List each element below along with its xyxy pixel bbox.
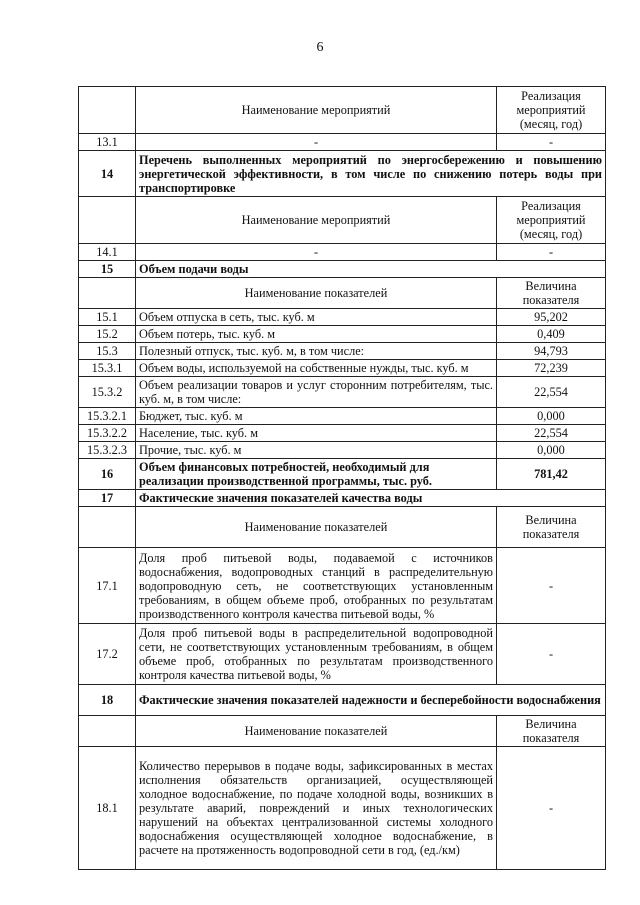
col-header-indicator-value: Величина показателя xyxy=(497,507,606,548)
row-text: - xyxy=(136,244,497,261)
table-row xyxy=(79,87,606,134)
table-row xyxy=(79,548,606,624)
col-header-event-name: Наименование мероприятий xyxy=(136,197,497,244)
row-value: 0,000 xyxy=(497,442,606,459)
col-header-indicator-name: Наименование показателей xyxy=(136,278,497,309)
row-text: Полезный отпуск, тыс. куб. м, в том числе: xyxy=(136,343,497,360)
section-title: Фактические значения показателей качества воды xyxy=(136,490,606,507)
table-row xyxy=(79,197,606,244)
row-text: Население, тыс. куб. м xyxy=(136,425,497,442)
col-header-event-name: Наименование мероприятий xyxy=(136,87,497,134)
row-number: 15.3 xyxy=(79,343,136,360)
col-header-indicator-name: Наименование показателей xyxy=(136,507,497,548)
row-value: 0,409 xyxy=(497,326,606,343)
row-text: Прочие, тыс. куб. м xyxy=(136,442,497,459)
section-row xyxy=(79,490,606,507)
row-number: 18.1 xyxy=(79,747,136,870)
row-number: 15.3.2.1 xyxy=(79,408,136,425)
table-row xyxy=(79,326,606,343)
row-number: 15.3.1 xyxy=(79,360,136,377)
table-row xyxy=(79,377,606,408)
row-text: Бюджет, тыс. куб. м xyxy=(136,408,497,425)
row-value: - xyxy=(497,244,606,261)
section-title: Объем подачи воды xyxy=(136,261,606,278)
section-number: 14 xyxy=(79,151,136,197)
table-row xyxy=(79,716,606,747)
table-row xyxy=(79,408,606,425)
row-value: 0,000 xyxy=(497,408,606,425)
row-value: 22,554 xyxy=(497,377,606,408)
row-value: 72,239 xyxy=(497,360,606,377)
table-row xyxy=(79,343,606,360)
row-text: Объем реализации товаров и услуг сторонним потребителям, тыс. куб. м, в том числе: xyxy=(136,377,497,408)
row-number: 17.1 xyxy=(79,548,136,624)
section-number: 16 xyxy=(79,459,136,490)
row-value: 22,554 xyxy=(497,425,606,442)
row-text: Доля проб питьевой воды, подаваемой с источников водоснабжения, водопроводных станций в распределительную водопроводную сеть, не соответствующих установленным требованиям, в общем объеме проб, отобранных по результатам производственного контроля качества питьевой воды, % xyxy=(136,548,497,624)
section-title: Объем финансовых потребностей, необходимый для реализации производственной программы, тыс. руб. xyxy=(136,459,497,490)
row-number: 13.1 xyxy=(79,134,136,151)
row-text: - xyxy=(136,134,497,151)
row-number: 15.2 xyxy=(79,326,136,343)
section-number: 15 xyxy=(79,261,136,278)
row-value: 95,202 xyxy=(497,309,606,326)
row-number: 15.3.2.3 xyxy=(79,442,136,459)
row-number: 15.1 xyxy=(79,309,136,326)
table-row xyxy=(79,360,606,377)
table-row xyxy=(79,278,606,309)
row-number: 14.1 xyxy=(79,244,136,261)
section-title: Перечень выполненных мероприятий по энергосбережению и повышению энергетической эффективности, в том числе по снижению потерь воды при транспортировке xyxy=(136,151,606,197)
table-row xyxy=(79,507,606,548)
table-row xyxy=(79,442,606,459)
row-value: - xyxy=(497,134,606,151)
row-value: - xyxy=(497,747,606,870)
section-number: 17 xyxy=(79,490,136,507)
row-value: 94,793 xyxy=(497,343,606,360)
row-text: Объем воды, используемой на собственные нужды, тыс. куб. м xyxy=(136,360,497,377)
table-row xyxy=(79,747,606,870)
table-row xyxy=(79,134,606,151)
section-number: 18 xyxy=(79,685,136,716)
section-row xyxy=(79,685,606,716)
row-value: - xyxy=(497,548,606,624)
row-text: Объем отпуска в сеть, тыс. куб. м xyxy=(136,309,497,326)
report-table xyxy=(78,86,606,870)
row-text: Объем потерь, тыс. куб. м xyxy=(136,326,497,343)
row-number: 15.3.2 xyxy=(79,377,136,408)
row-number: 15.3.2.2 xyxy=(79,425,136,442)
table-row xyxy=(79,425,606,442)
col-header-indicator-value: Величина показателя xyxy=(497,278,606,309)
col-header-indicator-name: Наименование показателей xyxy=(136,716,497,747)
row-text: Количество перерывов в подаче воды, зафиксированных в местах исполнения обязательств организацией, осуществляющей холодное водоснабжение, по подаче холодной воды, возникших в результате аварий, повреждений и иных технологических нарушений на объектах централизованной системы холодного водоснабжения осуществляющей холодное водоснабжение, в расчете на протяженность водопроводной сети в год, (ед./км) xyxy=(136,747,497,870)
table-row xyxy=(79,244,606,261)
section-title: Фактические значения показателей надежности и бесперебойности водоснабжения xyxy=(136,685,606,716)
row-text: Доля проб питьевой воды в распределительной водопроводной сети, не соответствующих установленным требованиям, в общем объеме проб, отобранных по результатам производственного контроля качества питьевой воды, % xyxy=(136,624,497,685)
col-header-event-period: Реализация мероприятий (месяц, год) xyxy=(497,197,606,244)
col-header-event-period: Реализация мероприятий (месяц, год) xyxy=(497,87,606,134)
row-value: - xyxy=(497,624,606,685)
section-row xyxy=(79,459,606,490)
table-row xyxy=(79,309,606,326)
row-number: 17.2 xyxy=(79,624,136,685)
table-row xyxy=(79,624,606,685)
page-number: 6 xyxy=(316,40,324,55)
row-value: 781,42 xyxy=(497,459,606,490)
col-header-indicator-value: Величина показателя xyxy=(497,716,606,747)
section-row xyxy=(79,261,606,278)
section-row xyxy=(79,151,606,197)
